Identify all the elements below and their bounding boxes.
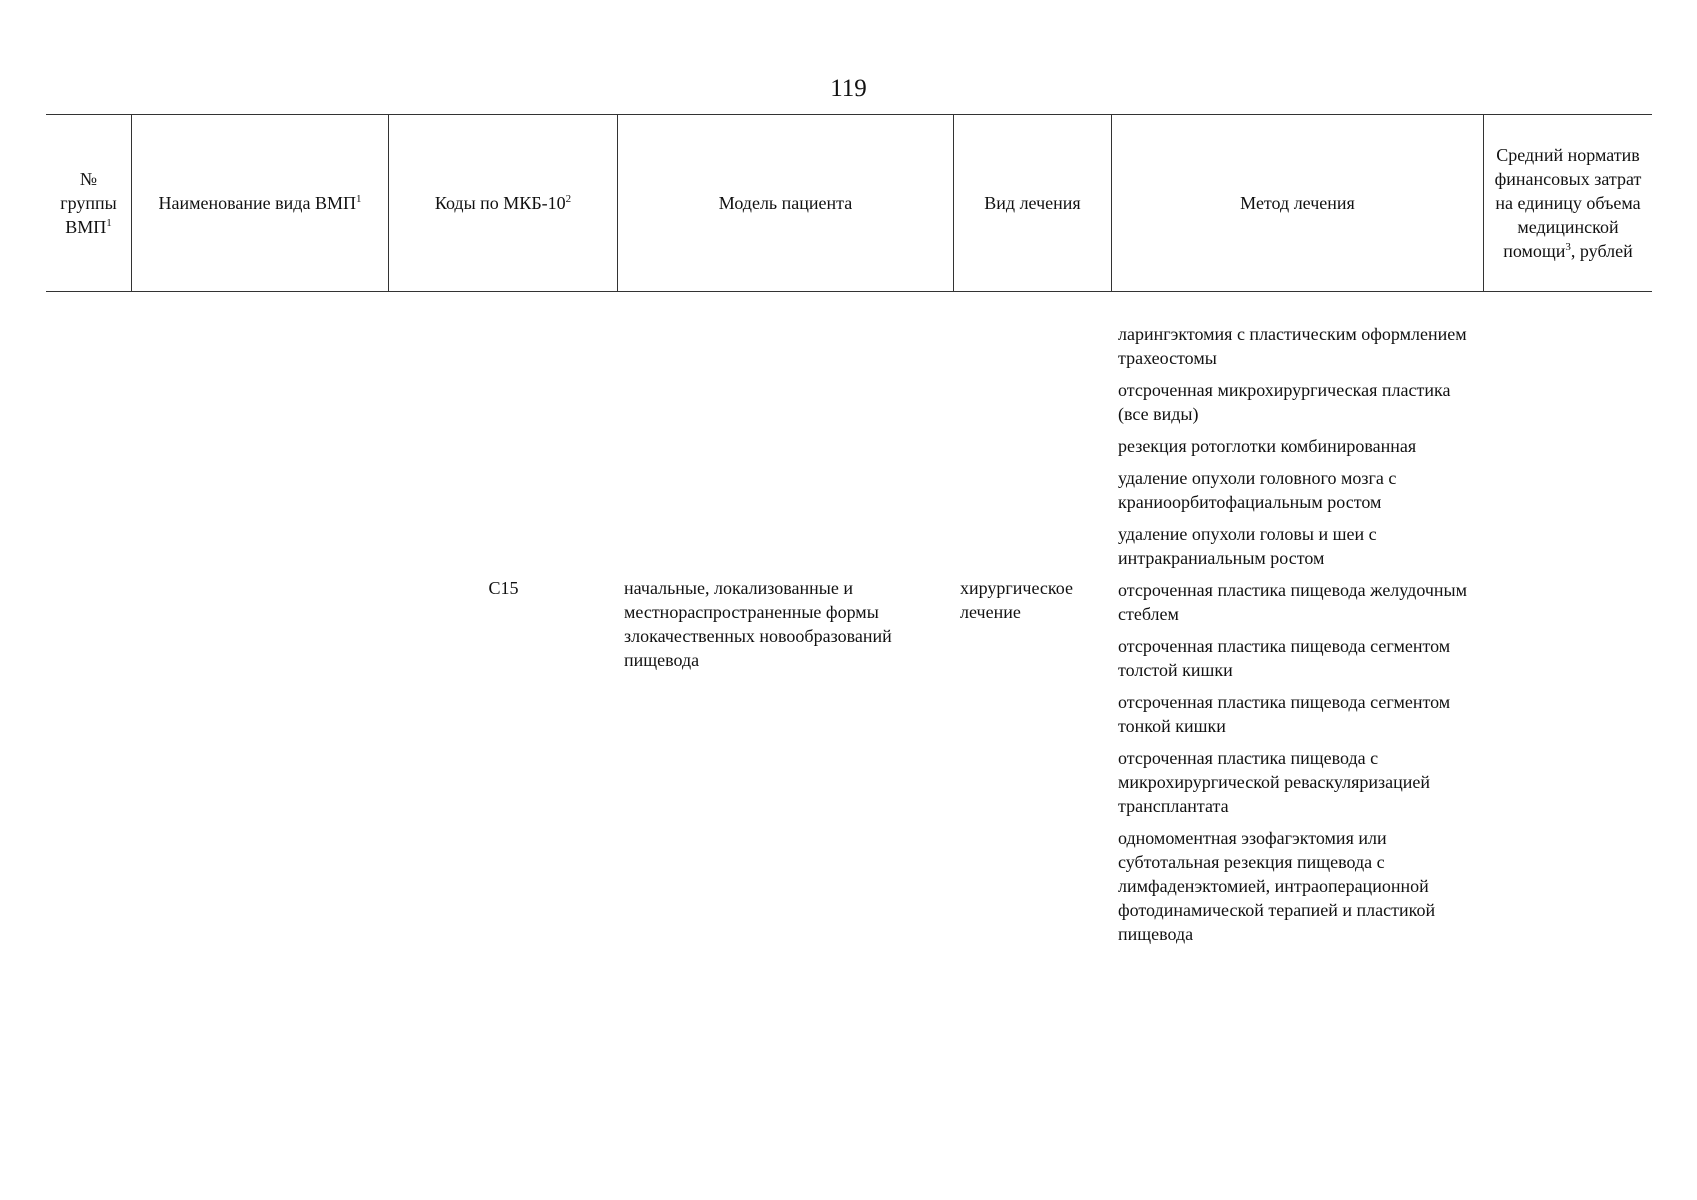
method-item: одномоментная эзофагэктомия или субтотальная резекция пищевода с лимфаденэктомией, интраоперационной фотодинамической терапией и пластикой пищевода [1118, 828, 1436, 944]
method-item: отсроченная пластика пищевода сегментом тонкой кишки [1118, 692, 1451, 736]
method-item: ларингэктомия с пластическим оформлением трахеостомы [1118, 324, 1467, 368]
header-icd-codes-footnote: 2 [565, 193, 572, 205]
header-group-number [46, 115, 132, 291]
header-patient-model [618, 115, 954, 291]
table-header-row [46, 114, 1652, 292]
header-group-number-footnote: 1 [106, 217, 112, 229]
method-item: резекция ротоглотки комбинированная [1118, 436, 1417, 456]
table-row [46, 292, 1652, 954]
header-average-cost-unit: , рублей [1570, 241, 1633, 261]
page-number: 119 [830, 75, 867, 102]
header-icd-codes [389, 115, 618, 291]
header-average-cost [1484, 115, 1652, 291]
method-item: отсроченная микрохирургическая пластика (все виды) [1118, 380, 1451, 424]
method-item: удаление опухоли головы и шеи с интракраниальным ростом [1118, 524, 1377, 568]
method-item: отсроченная пластика пищевода с микрохирургической реваскуляризацией трансплантата [1118, 748, 1430, 816]
header-vmp-name [132, 115, 389, 291]
method-item: удаление опухоли головного мозга с краниоорбитофациальным ростом [1118, 468, 1397, 512]
cell-group-number [46, 322, 132, 954]
cell-treatment-kind: хирургическое лечение [960, 578, 1073, 622]
header-vmp-name-label: Наименование вида ВМП [158, 193, 356, 213]
header-icd-codes-label: Коды по МКБ-10 [434, 193, 566, 213]
header-average-cost-label: Средний норматив финансовых затрат на единицу объема медицинской помощи [1494, 145, 1642, 261]
method-item: отсроченная пластика пищевода сегментом толстой кишки [1118, 636, 1451, 680]
header-treatment-method-label: Метод лечения [1240, 193, 1355, 213]
method-item: отсроченная пластика пищевода желудочным стеблем [1118, 580, 1468, 624]
cell-treatment-methods [1112, 322, 1484, 954]
header-group-number-label: № группы ВМП [60, 169, 117, 237]
cell-patient-model: начальные, локализованные и местнораспространенные формы злокачественных новообразований пищевода [624, 578, 892, 670]
cell-average-cost [1484, 322, 1652, 954]
cell-icd-code: C15 [488, 578, 519, 598]
cell-vmp-name [132, 322, 389, 954]
header-patient-model-label: Модель пациента [718, 193, 853, 213]
header-treatment-kind-label: Вид лечения [984, 193, 1081, 213]
header-treatment-method [1112, 115, 1484, 291]
header-vmp-name-footnote: 1 [355, 193, 362, 205]
header-average-cost-footnote: 3 [1565, 241, 1571, 253]
vmp-table [46, 114, 1652, 954]
header-treatment-kind [954, 115, 1112, 291]
